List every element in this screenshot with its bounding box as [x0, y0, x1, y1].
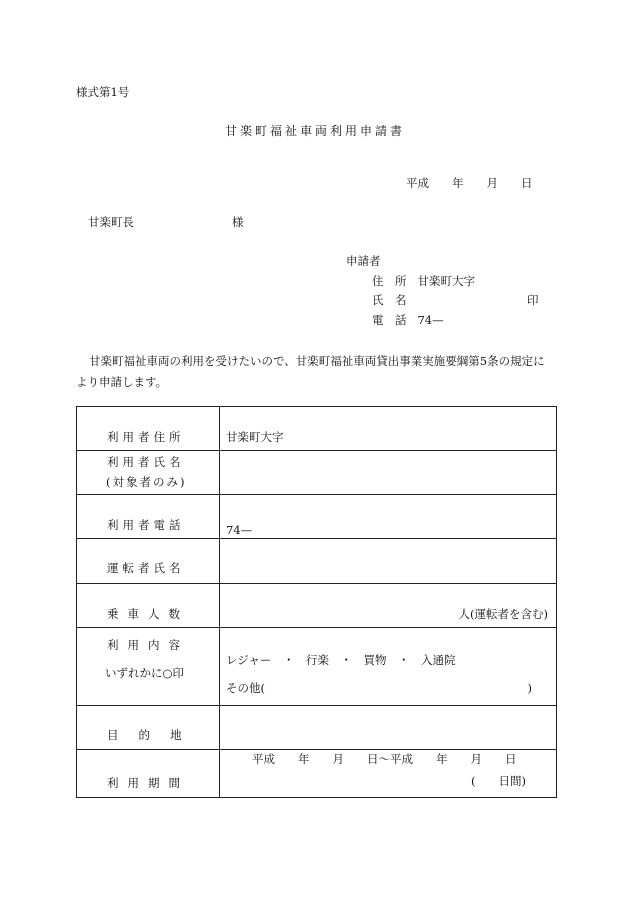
label-cell	[77, 539, 220, 584]
period-label: 利用期間	[107, 776, 189, 790]
period-days: ( 日間)	[471, 774, 526, 788]
user-address-label: 利用者住所	[107, 430, 185, 444]
label-cell	[77, 407, 220, 451]
passengers-label: 乗車人数	[107, 607, 189, 621]
label-cell	[77, 750, 220, 798]
table-row	[77, 495, 557, 539]
application-statement: 甘楽町福祉車両の利用を受けたいので、甘楽町福祉車両貸出事業実施要綱第5条の規定により申請します。	[76, 354, 545, 389]
document-title: 甘楽町福祉車両利用申請書	[224, 124, 405, 138]
table-row	[77, 451, 557, 495]
user-name-field[interactable]	[220, 451, 557, 495]
applicant-name-label: 氏 名	[372, 293, 407, 307]
user-name-sub: (対象者のみ)	[106, 475, 187, 489]
user-name-label: 利用者氏名	[107, 455, 185, 469]
seal-mark: 印	[527, 293, 539, 307]
driver-name-label: 運転者氏名	[107, 561, 185, 575]
table-row	[77, 706, 557, 750]
application-form-table	[76, 406, 557, 798]
purpose-field[interactable]	[220, 628, 557, 706]
date-line: 平成 年 月 日	[406, 176, 533, 190]
applicant-tel	[372, 315, 444, 327]
purpose-label: 利用内容	[107, 638, 189, 652]
label-cell	[77, 706, 220, 750]
applicant-tel-label: 電 話	[372, 313, 407, 327]
label-cell	[77, 628, 220, 706]
user-tel-label: 利用者電話	[107, 518, 185, 532]
user-address-field[interactable]	[220, 407, 557, 451]
form-number: 様式第1号	[76, 85, 130, 99]
purpose-sub: いずれかに○印	[105, 666, 185, 680]
table-row	[77, 407, 557, 451]
label-cell	[77, 584, 220, 628]
driver-name-field[interactable]	[220, 539, 557, 584]
table-row	[77, 539, 557, 584]
period-range: 平成 年 月 日〜平成 年 月 日	[252, 752, 517, 766]
purpose-options: レジャー ・ 行楽 ・ 買物 ・ 入通院	[226, 653, 456, 667]
honorific: 様	[232, 215, 244, 229]
user-address-value: 甘楽町大字	[226, 430, 284, 444]
purpose-other: その他(	[226, 681, 265, 695]
table-row	[77, 628, 557, 706]
period-field[interactable]	[220, 750, 557, 798]
addressee: 甘楽町長	[88, 215, 134, 229]
label-cell	[77, 495, 220, 539]
applicant-address-value: 甘楽町大字	[417, 274, 475, 288]
applicant-address-label: 住 所	[372, 274, 407, 288]
applicant-address	[372, 276, 475, 288]
table-row	[77, 584, 557, 628]
destination-field[interactable]	[220, 706, 557, 750]
user-tel-value: 74—	[226, 523, 253, 537]
passengers-field[interactable]	[220, 584, 557, 628]
applicant-label: 申請者	[346, 254, 381, 268]
purpose-other-close: )	[527, 681, 532, 695]
passengers-note: 人(運転者を含む)	[458, 607, 548, 621]
table-row	[77, 750, 557, 798]
label-cell	[77, 451, 220, 495]
applicant-tel-value: 74—	[417, 313, 444, 327]
destination-label: 目的地	[107, 728, 202, 742]
user-tel-field[interactable]	[220, 495, 557, 539]
